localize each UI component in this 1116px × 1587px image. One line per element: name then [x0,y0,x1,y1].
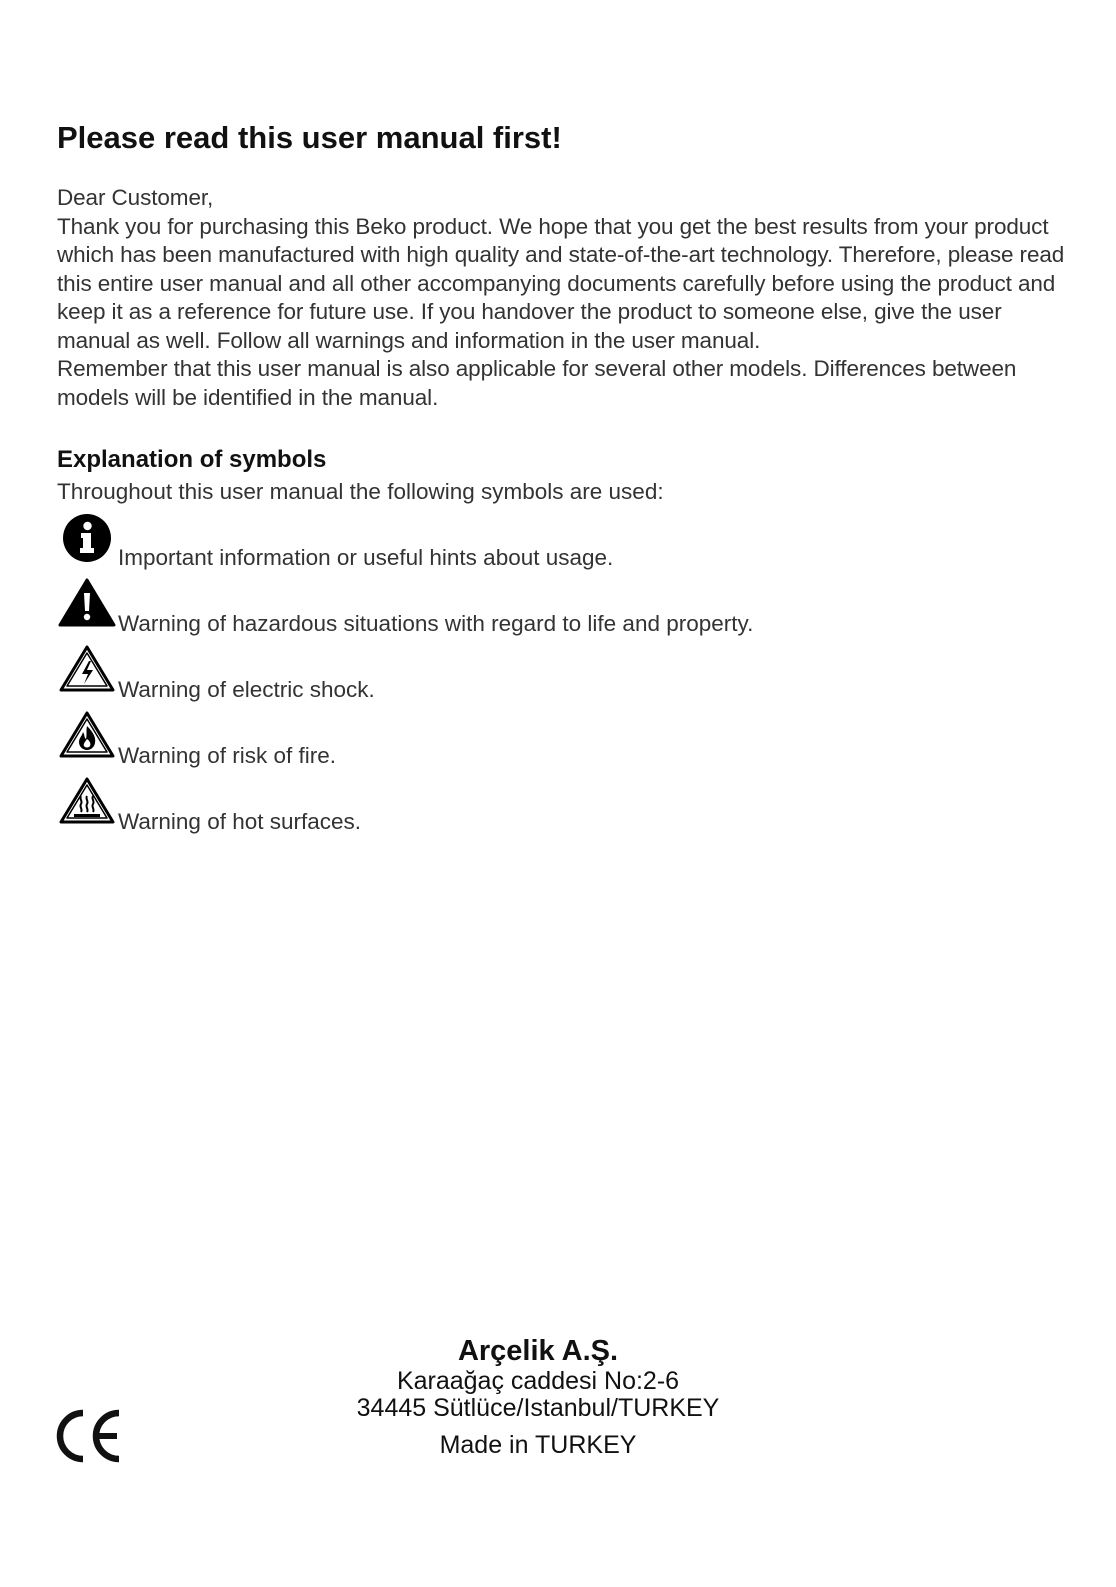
intro-paragraph-1: Thank you for purchasing this Beko product. We hope that you get the best results from your product which has been manufactured with high quality and state-of-the-art technology. Therefore, please read this entire user manual and all other accompanying documents carefully before using the product and keep it as a reference for future use. If you handover the product to someone else, give the user manual as well. Follow all warnings and information in the user manual. [57,213,1065,353]
city-address: 34445 Sütlüce/Istanbul/TURKEY [356,1394,720,1422]
warning-icon [58,578,116,636]
symbol-row-electric-shock [58,644,958,704]
greeting: Dear Customer, [57,185,214,210]
info-icon [58,512,116,570]
ce-mark-icon [55,1408,125,1464]
symbols-intro: Throughout this user manual the following symbols are used: [57,479,664,504]
manufacturer-address [300,1334,776,1459]
street-address: Karaağaç caddesi No:2-6 [396,1367,680,1395]
symbol-label-hot-surface: Warning of hot surfaces. [118,809,362,834]
company-name: Arçelik A.Ş. [457,1335,619,1367]
symbols-heading: Explanation of symbols [57,446,327,473]
symbol-row-hot-surface [58,776,958,836]
symbol-label-fire-risk: Warning of risk of fire. [118,743,336,768]
symbol-row-warning [58,578,958,638]
electric-shock-icon [58,644,116,702]
symbol-label-info: Important information or useful hints about usage. [118,545,614,570]
symbol-label-warning: Warning of hazardous situations with regard to life and property. [118,611,754,636]
intro-paragraph-2: Remember that this user manual is also applicable for several other models. Differences between models will be identified in the manual. [57,356,1017,410]
page-title: Please read this user manual first! [57,120,562,155]
hot-surface-icon [58,776,116,834]
made-in-label: Made in TURKEY [439,1431,637,1459]
symbol-row-fire-risk [58,710,958,770]
symbol-label-electric-shock: Warning of electric shock. [118,677,375,702]
fire-risk-icon [58,710,116,768]
intro-text [57,184,1067,412]
symbol-row-info [58,512,958,572]
